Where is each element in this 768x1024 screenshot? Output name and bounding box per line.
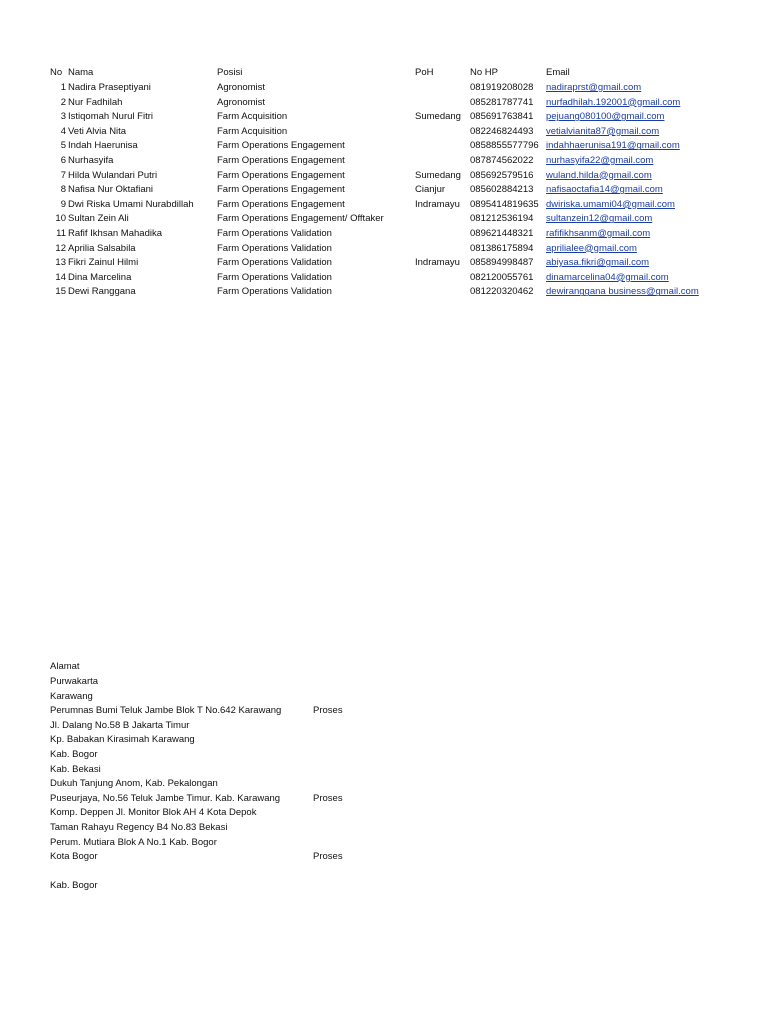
address-header-row — [0, 660, 768, 675]
row-posisi: Farm Acquisition — [217, 111, 288, 123]
address-status: Proses — [313, 792, 343, 804]
table-row — [0, 169, 768, 184]
address-row — [0, 748, 768, 763]
row-posisi: Farm Operations Validation — [217, 257, 332, 269]
address-text: Kab. Bogor — [50, 749, 98, 760]
row-email[interactable]: nurfadhilah.192001@gmail.com — [546, 96, 681, 108]
row-nama: Fikri Zainul Hilmi — [68, 257, 139, 269]
row-posisi: Farm Operations Engagement — [217, 155, 345, 166]
address-row — [0, 733, 768, 748]
header-hp: No HP — [470, 67, 498, 78]
row-number: 14 — [55, 271, 66, 283]
row-posisi: Farm Operations Validation — [217, 271, 332, 283]
row-phone: 081386175894 — [470, 242, 534, 254]
row-number: 9 — [60, 198, 66, 210]
table-row — [0, 227, 768, 242]
table-row — [0, 212, 768, 227]
row-nama: Dwi Riska Umami Nurabdillah — [68, 198, 194, 210]
address-text: Puseurjaya, No.56 Teluk Jambe Timur. Kab. Karawang — [50, 792, 281, 804]
row-email[interactable]: dewiranggana business@gmail.com — [546, 286, 699, 298]
address-text: Kota Bogor — [50, 851, 98, 863]
row-nama: Hilda Wulandari Putri — [68, 169, 158, 181]
row-poh: Cianjur — [415, 184, 446, 196]
address-text: Kab. Bogor — [50, 880, 98, 892]
row-posisi: Agronomist — [217, 82, 266, 93]
address-row — [0, 821, 768, 836]
row-email[interactable]: nadiraprst@gmail.com — [546, 82, 642, 93]
table-row — [0, 183, 768, 198]
row-number: 12 — [55, 242, 66, 254]
row-nama: Dina Marcelina — [68, 271, 132, 283]
address-row — [0, 865, 768, 880]
row-email[interactable]: nafisaoctafia14@gmail.com — [546, 184, 663, 196]
address-row — [0, 777, 768, 792]
row-nama: Indah Haerunisa — [68, 140, 138, 152]
address-text: Taman Rahayu Regency B4 No.83 Bekasi — [50, 822, 228, 833]
table-row — [0, 256, 768, 271]
row-email[interactable]: abiyasa.fikri@gmail.com — [546, 257, 650, 269]
table-row — [0, 285, 768, 300]
row-posisi: Farm Operations Engagement — [217, 140, 345, 152]
row-phone: 089621448321 — [470, 228, 534, 239]
address-row — [0, 836, 768, 851]
row-email[interactable]: indahhaerunisa191@gmail.com — [546, 140, 680, 152]
table-row — [0, 154, 768, 169]
table-header-row — [0, 66, 768, 81]
row-phone: 085281787741 — [470, 96, 534, 108]
row-nama: Nurhasyifa — [68, 155, 114, 166]
row-nama: Aprilia Salsabila — [68, 242, 136, 254]
table-row — [0, 242, 768, 257]
row-email[interactable]: pejuang080100@gmail.com — [546, 111, 665, 123]
address-row — [0, 850, 768, 865]
header-nama: Nama — [68, 67, 94, 78]
row-posisi: Farm Operations Engagement/ Offtaker — [217, 213, 384, 225]
row-posisi: Farm Operations Engagement — [217, 198, 345, 210]
address-status: Proses — [313, 851, 343, 863]
row-number: 5 — [60, 140, 66, 152]
row-poh: Indramayu — [415, 257, 460, 269]
row-phone: 081919208028 — [470, 82, 534, 93]
row-phone: 0858855577796 — [470, 140, 539, 152]
address-text: Jl. Dalang No.58 B Jakarta Timur — [50, 719, 190, 731]
table-row — [0, 96, 768, 111]
row-number: 3 — [60, 111, 66, 123]
address-text: Komp. Deppen Jl. Monitor Blok AH 4 Kota Depok — [50, 807, 257, 819]
row-email[interactable]: vetialvianita87@gmail.com — [546, 125, 660, 137]
row-phone: 087874562022 — [470, 155, 534, 166]
row-posisi: Farm Operations Validation — [217, 228, 332, 239]
row-number: 6 — [60, 155, 66, 166]
row-posisi: Farm Operations Validation — [217, 286, 332, 298]
row-number: 15 — [55, 286, 66, 298]
row-number: 4 — [60, 125, 66, 137]
row-nama: Sultan Zein Ali — [68, 213, 129, 225]
row-nama: Rafif Ikhsan Mahadika — [68, 228, 162, 239]
row-number: 11 — [56, 228, 66, 239]
address-text: Perum. Mutiara Blok A No.1 Kab. Bogor — [50, 836, 217, 848]
table-row — [0, 271, 768, 286]
row-nama: Istiqomah Nurul Fitri — [68, 111, 153, 123]
address-text: Dukuh Tanjung Anom, Kab. Pekalongan — [50, 778, 218, 790]
row-nama: Dewi Ranggana — [68, 286, 136, 298]
row-email[interactable]: dwiriska.umami04@gmail.com — [546, 198, 675, 210]
address-text: Karawang — [50, 690, 93, 702]
row-posisi: Agronomist — [217, 96, 266, 108]
row-phone: 085602884213 — [470, 184, 534, 196]
row-poh: Indramayu — [415, 198, 460, 210]
row-posisi: Farm Operations Engagement — [217, 184, 345, 196]
row-number: 1 — [60, 82, 66, 93]
row-number: 2 — [60, 96, 66, 108]
header-no: No — [50, 67, 63, 78]
address-row — [0, 879, 768, 894]
row-poh: Sumedang — [415, 169, 461, 181]
address-row — [0, 719, 768, 734]
row-phone: 081212536194 — [470, 213, 534, 225]
row-phone: 0895414819635 — [470, 198, 539, 210]
row-email[interactable]: rafifikhsanm@gmail.com — [546, 228, 651, 239]
row-nama: Veti Alvia Nita — [68, 125, 127, 137]
row-posisi: Farm Acquisition — [217, 125, 288, 137]
address-row — [0, 675, 768, 690]
row-email[interactable]: sultanzein12@gmail.com — [546, 213, 653, 225]
address-text: Kab. Bekasi — [50, 763, 101, 775]
row-phone: 082246824493 — [470, 125, 534, 137]
address-row — [0, 792, 768, 807]
row-email[interactable]: nurhasyifa22@gmail.com — [546, 155, 654, 166]
row-phone: 085692579516 — [470, 169, 534, 181]
row-number: 8 — [60, 184, 66, 196]
row-phone: 085894998487 — [470, 257, 534, 269]
row-email[interactable]: aprilialee@gmail.com — [546, 242, 637, 254]
table-row — [0, 110, 768, 125]
address-row — [0, 806, 768, 821]
row-posisi: Farm Operations Engagement — [217, 169, 345, 181]
header-poh: PoH — [415, 67, 434, 78]
table-row — [0, 81, 768, 96]
table-row — [0, 198, 768, 213]
row-nama: Nur Fadhilah — [68, 96, 123, 108]
table-row — [0, 139, 768, 154]
address-row — [0, 704, 768, 719]
header-email: Email — [546, 67, 570, 78]
row-phone: 082120055761 — [470, 271, 534, 283]
table-row — [0, 125, 768, 140]
row-poh: Sumedang — [415, 111, 461, 123]
row-nama: Nadira Praseptiyani — [68, 82, 151, 93]
row-nama: Nafisa Nur Oktafiani — [68, 184, 154, 196]
header-posisi: Posisi — [217, 67, 243, 78]
address-row — [0, 763, 768, 778]
address-status: Proses — [313, 705, 343, 717]
row-number: 7 — [60, 169, 66, 181]
address-text: Purwakarta — [50, 676, 99, 687]
row-number: 13 — [55, 257, 66, 269]
row-email[interactable]: dinamarcelina04@gmail.com — [546, 271, 669, 283]
address-text: Kp. Babakan Kirasimah Karawang — [50, 734, 195, 746]
address-text: Perumnas Bumi Teluk Jambe Blok T No.642 Karawang — [50, 705, 282, 717]
row-email[interactable]: wuland.hilda@gmail.com — [546, 169, 652, 181]
row-phone: 081220320462 — [470, 286, 534, 298]
address-row — [0, 690, 768, 705]
row-number: 10 — [55, 213, 66, 225]
row-phone: 085691763841 — [470, 111, 534, 123]
header-alamat: Alamat — [50, 661, 80, 672]
row-posisi: Farm Operations Validation — [217, 242, 332, 254]
